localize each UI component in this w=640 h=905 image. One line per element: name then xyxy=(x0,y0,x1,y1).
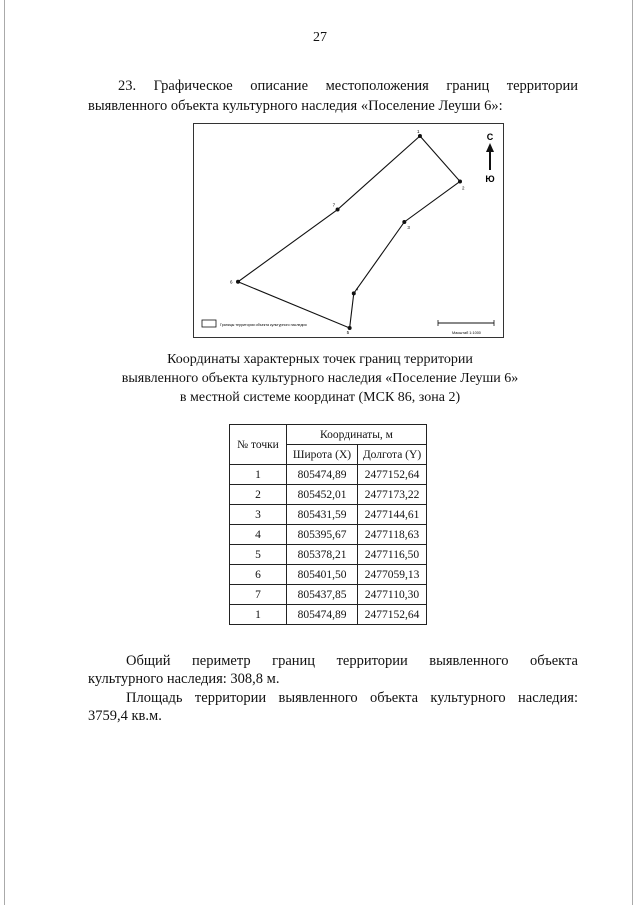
cell-x: 805474,89 xyxy=(287,605,358,625)
south-label: Ю xyxy=(485,174,495,184)
map-canvas xyxy=(194,124,505,339)
boundary-point-label: 3 xyxy=(407,224,410,230)
heading-word: местоположения xyxy=(325,78,429,94)
cell-point: 1 xyxy=(230,605,287,625)
cell-point: 2 xyxy=(230,485,287,505)
perimeter-paragraph xyxy=(88,652,578,688)
cell-point: 5 xyxy=(230,545,287,565)
coordinates-table xyxy=(229,424,427,625)
section-heading xyxy=(88,76,578,116)
table-row xyxy=(230,565,427,585)
cell-point: 3 xyxy=(230,505,287,525)
right-scan-edge xyxy=(632,0,633,905)
boundary-point-label: 6 xyxy=(230,279,233,285)
cell-x: 805378,21 xyxy=(287,545,358,565)
cell-x: 805431,59 xyxy=(287,505,358,525)
area-word: выявленного xyxy=(278,690,358,706)
heading-word: Графическое xyxy=(153,78,233,94)
cell-x: 805452,01 xyxy=(287,485,358,505)
cell-y: 2477173,22 xyxy=(358,485,427,505)
table-row xyxy=(230,605,427,625)
boundary-polygon xyxy=(238,136,460,328)
heading-line-2: выявленного объекта культурного наследия «Поселение Леуши 6»: xyxy=(88,98,503,114)
cell-x: 805395,67 xyxy=(287,525,358,545)
perimeter-word: территории xyxy=(336,653,408,669)
boundary-point-marker xyxy=(402,220,406,224)
map-legend xyxy=(202,320,307,327)
perimeter-word: объекта xyxy=(529,653,578,669)
coordinates-caption xyxy=(0,350,640,407)
header-point-number: № точки xyxy=(230,425,287,465)
cell-y: 2477144,61 xyxy=(358,505,427,525)
table-row xyxy=(230,485,427,505)
boundary-point-marker xyxy=(236,280,240,284)
caption-line-2: выявленного объекта культурного наследия «Поселение Леуши 6» xyxy=(121,371,519,386)
caption-line-3: в местной системе координат (МСК 86, зона 2) xyxy=(179,390,461,405)
boundary-point-marker xyxy=(336,208,340,212)
area-word: территории xyxy=(194,690,267,706)
cell-y: 2477152,64 xyxy=(358,605,427,625)
table-row xyxy=(230,465,427,485)
boundary-point-marker xyxy=(352,291,356,295)
table-row xyxy=(230,585,427,605)
cell-point: 1 xyxy=(230,465,287,485)
area-word: объекта xyxy=(370,690,419,706)
boundary-point-label: 4 xyxy=(355,286,359,292)
table-row xyxy=(230,545,427,565)
cell-point: 7 xyxy=(230,585,287,605)
cell-y: 2477116,50 xyxy=(358,545,427,565)
perimeter-line-2: культурного наследия: 308,8 м. xyxy=(88,671,280,687)
north-label: С xyxy=(486,132,494,142)
north-arrow-head xyxy=(486,143,494,152)
table-header-row xyxy=(230,425,427,445)
header-latitude: Широта (X) xyxy=(287,445,358,465)
north-arrow xyxy=(485,132,494,184)
heading-word: территории xyxy=(506,78,578,94)
table-row xyxy=(230,505,427,525)
header-coordinates: Координаты, м xyxy=(287,425,427,445)
table-row xyxy=(230,525,427,545)
cell-y: 2477110,30 xyxy=(358,585,427,605)
boundary-point-label: 5 xyxy=(346,330,350,335)
heading-word: описание xyxy=(250,78,309,94)
cell-y: 2477059,13 xyxy=(358,565,427,585)
perimeter-word: выявленного xyxy=(429,653,509,669)
left-scan-edge xyxy=(4,0,5,905)
cell-point: 4 xyxy=(230,525,287,545)
perimeter-word: периметр xyxy=(192,653,251,669)
heading-word: границ xyxy=(446,78,490,94)
legend-swatch xyxy=(202,320,216,327)
perimeter-word: Общий xyxy=(126,653,171,669)
boundary-point-label: 1 xyxy=(416,129,420,134)
area-line-2: 3759,4 кв.м. xyxy=(88,708,162,724)
cell-point: 6 xyxy=(230,565,287,585)
cell-x: 805401,50 xyxy=(287,565,358,585)
area-word: наследия: xyxy=(518,690,578,706)
perimeter-word: границ xyxy=(272,653,316,669)
legend-text: Границы территории объекта культурного наследия xyxy=(220,323,307,327)
page-number: 27 xyxy=(313,30,327,45)
boundary-point-marker xyxy=(458,179,462,183)
boundary-point-marker xyxy=(418,134,422,138)
cell-y: 2477118,63 xyxy=(358,525,427,545)
scale-label: Масштаб 1:1000 xyxy=(452,331,481,335)
scale-bar xyxy=(438,320,494,335)
area-word: культурного xyxy=(430,690,506,706)
boundary-point-label: 7 xyxy=(332,202,336,208)
cell-y: 2477152,64 xyxy=(358,465,427,485)
section-number: 23. xyxy=(118,78,137,94)
cell-x: 805474,89 xyxy=(287,465,358,485)
boundary-map xyxy=(193,123,504,338)
cell-x: 805437,85 xyxy=(287,585,358,605)
area-paragraph xyxy=(88,689,578,725)
caption-line-1: Координаты характерных точек границ территории xyxy=(167,352,473,367)
boundary-point-label: 2 xyxy=(462,185,465,191)
header-longitude: Долгота (Y) xyxy=(358,445,427,465)
area-word: Площадь xyxy=(126,690,183,706)
